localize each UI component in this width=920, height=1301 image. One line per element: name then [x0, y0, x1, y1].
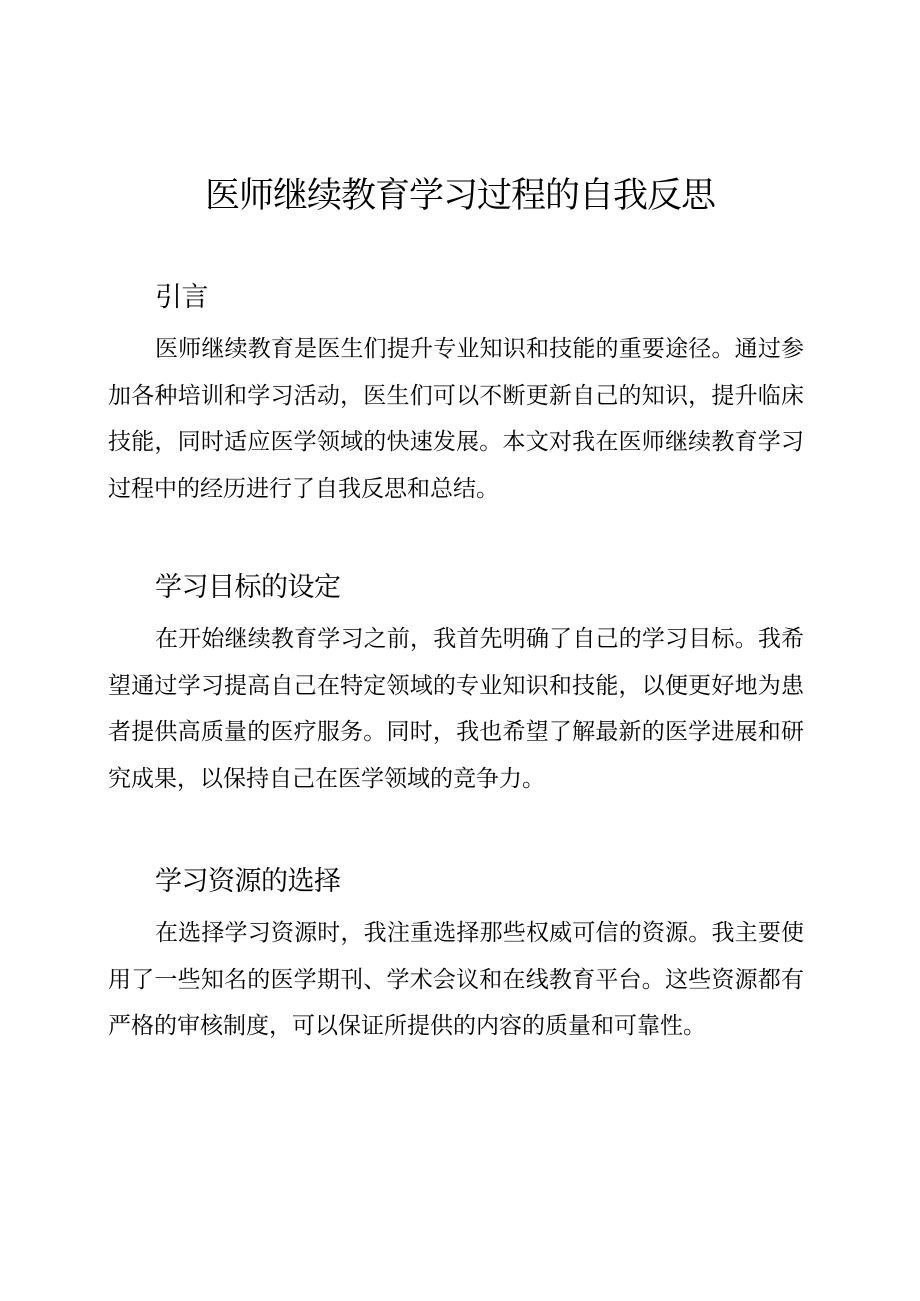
section-body-learning-goals: 在开始继续教育学习之前，我首先明确了自己的学习目标。我希望通过学习提高自己在特定领域的专业知识和技能，以便更好地为患者提供高质量的医疗服务。同时，我也希望了解最新的医学进展和研究成果，以保持自己在医学领域的竞争力。: [108, 626, 804, 792]
section-body-learning-resources: 在选择学习资源时，我注重选择那些权威可信的资源。我主要使用了一些知名的医学期刊、学术会议和在线教育平台。这些资源都有严格的审核制度，可以保证所提供的内容的质量和可靠性。: [108, 920, 804, 1039]
section-heading-learning-resources: 学习资源的选择: [155, 866, 341, 897]
section-heading-introduction: 引言: [155, 282, 208, 313]
section-body-introduction: 医师继续教育是医生们提升专业知识和技能的重要途径。通过参加各种培训和学习活动，医生们可以不断更新自己的知识，提升临床技能，同时适应医学领域的快速发展。本文对我在医师继续教育学习过程中的经历进行了自我反思和总结。: [108, 336, 804, 502]
section-heading-learning-goals: 学习目标的设定: [155, 572, 341, 603]
document-title: 医师继续教育学习过程的自我反思: [204, 176, 715, 216]
